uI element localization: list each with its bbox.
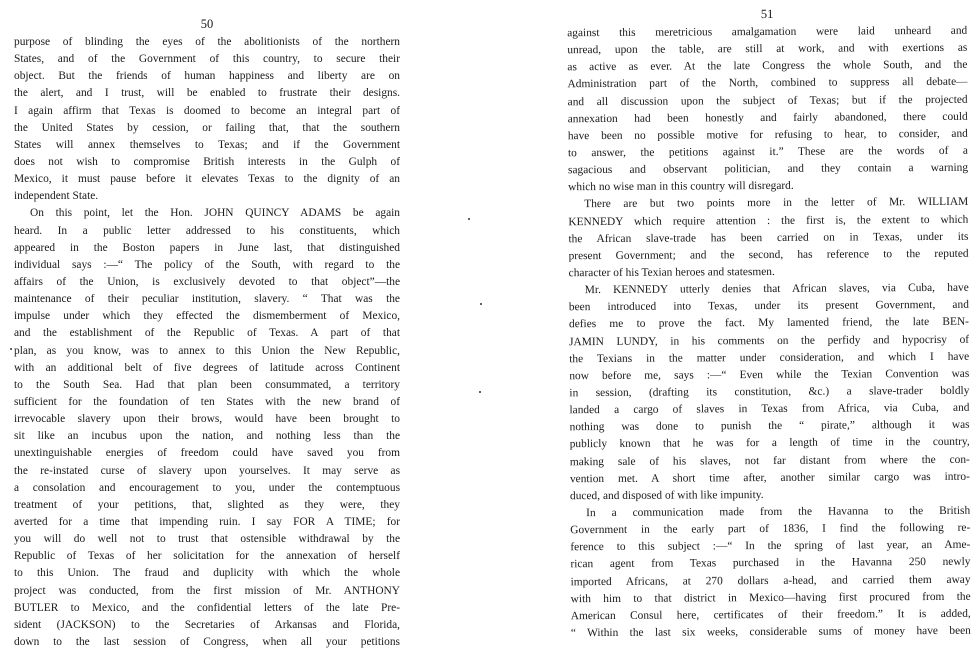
text-line: independent State. bbox=[14, 190, 99, 203]
text-line: treatment of your petitions, that, slighted as they were, they bbox=[14, 498, 400, 511]
text-line: the United States by cession, or failing that, that the southern bbox=[14, 121, 400, 134]
paper-speck bbox=[10, 348, 12, 350]
text-line: a consolation and encouragement to you, under the contemptuous bbox=[14, 481, 400, 494]
page-number-left: 50 bbox=[200, 17, 214, 31]
text-line: to the South Sea. Had that plan been consummated, a territory bbox=[14, 378, 400, 391]
text-line: publicly known that he was for a length of time in the country, bbox=[569, 436, 970, 451]
text-line: BUTLER to Mexico, and the confidential letters of the late Pre- bbox=[14, 601, 400, 614]
text-line: and the establishment of the Republic of Texas. A part of that bbox=[14, 327, 400, 340]
text-line: ference to this subject :—“ In the spring of last year, an Ame- bbox=[570, 538, 971, 554]
page-number-right: 51 bbox=[760, 6, 774, 22]
text-line: vention met. A short time after, another similar cargo was intro- bbox=[569, 470, 970, 485]
text-line: States, and of the Government of this country, to secure their bbox=[14, 53, 400, 66]
text-line: heard. In a public letter addressed to his constituents, which bbox=[14, 224, 400, 237]
text-line: Mr. KENNEDY utterly denies that African slaves, via Cuba, have bbox=[584, 281, 969, 297]
text-line: been introduced into Texas, under its present Government, and bbox=[568, 299, 969, 314]
text-line: sident (JACKSON) to the Secretaries of Arkansas and Florida, bbox=[14, 618, 400, 631]
text-line: sit like an incubus upon the nation, and nothing less than the bbox=[14, 430, 400, 443]
text-line: as active as ever. At the late Congress the whole South, and the bbox=[567, 59, 968, 74]
paper-speck bbox=[468, 218, 470, 220]
text-line: against this meretricious amalgamation were laid unheard and bbox=[567, 24, 968, 40]
text-line: purpose of blinding the eyes of the abolitionists of the northern bbox=[14, 36, 400, 48]
text-line: down to the last session of Congress, when all your petitions bbox=[14, 635, 400, 648]
text-line: project was conducted, from the first mission of Mr. ANTHONY bbox=[14, 584, 400, 597]
paper-speck bbox=[479, 391, 481, 393]
text-line: States will annex themselves to Texas; and if the Government bbox=[14, 138, 400, 151]
text-line: character of his Texian heroes and statesmen. bbox=[568, 265, 775, 280]
text-line: you will do well not to trust that ostensible withdrawal by the bbox=[14, 533, 400, 546]
text-line: nothing was done to punish the “ pirate,” although it was bbox=[569, 419, 970, 434]
text-line: duced, and disposed of with like impunity. bbox=[569, 488, 764, 503]
text-line: object. But the friends of human happiness and liberty are on bbox=[14, 70, 400, 83]
text-line: unextinguishable energies of freedom could have saved you from bbox=[14, 447, 400, 460]
text-line: affairs of the Union, is exclusively devoted to that object”—the bbox=[14, 275, 400, 288]
text-line: sufficient for the foundation of ten States with the new brand of bbox=[14, 395, 400, 408]
text-line: the alert, and I trust, will be enabled to frustrate their designs. bbox=[14, 87, 400, 100]
text-line: defies me to prove the fact. My lamented friend, the late BEN- bbox=[568, 316, 970, 331]
text-line: the Texians in the matter under consideration, and which I have bbox=[569, 350, 970, 365]
text-line: and all discussion upon the subject of Texas; but if the projected bbox=[567, 93, 968, 108]
text-line: individual says :—“ The policy of the South, with regard to the bbox=[14, 258, 400, 271]
text-line: “ Within the last six weeks, considerable sums of money have been bbox=[570, 624, 971, 640]
text-line: JAMIN LUNDY, in his comments on the perfidy and hypocrisy of bbox=[569, 333, 970, 348]
text-line: Mexico, it must pause before it elevates Texas to the dignity of an bbox=[14, 173, 400, 186]
text-line: with him to that district in Mexico—having first procured from the bbox=[570, 590, 971, 605]
text-line: the re-instated curse of slavery upon yourselves. It may serve as bbox=[14, 464, 400, 477]
text-line: plan, as you know, was to annex to this Union the New Republic, bbox=[14, 344, 400, 357]
right-page-text bbox=[567, 23, 971, 642]
text-line: impulse under which they effected the dismemberment of Mexico, bbox=[14, 310, 400, 323]
text-line: does not wish to compromise British interests in the Gulph of bbox=[14, 155, 400, 168]
text-line: On this point, let the Hon. JOHN QUINCY ADAMS be again bbox=[30, 207, 400, 220]
text-line: in session, (drafting its constitution, &c.) a slave-trader boldly bbox=[569, 384, 970, 400]
text-line: Government in the early part of 1836, I find the following re- bbox=[570, 521, 971, 537]
text-line: with an additional belt of five degrees of latitude across Continent bbox=[14, 361, 400, 374]
text-line: averted for a time that impending ruin. I say FOR A TIME; for bbox=[14, 515, 400, 528]
text-line: have been no possible motive for refusing to hear, to consider, and bbox=[567, 127, 968, 143]
text-line: Administration part of the North, combined to suppress all debate— bbox=[567, 76, 968, 91]
text-line: imported Africans, at 270 dollars a-head, and carried them away bbox=[570, 573, 971, 588]
text-line: sagacious and observant politician, and they contain a warning bbox=[568, 161, 969, 177]
text-line: unread, upon the table, are still at work, and with exertions as bbox=[567, 41, 968, 57]
text-line: now before me, says :—“ Even while the Texian Convention was bbox=[569, 367, 970, 383]
text-line: annexation had been honestly and fairly abandoned, there could bbox=[567, 110, 968, 125]
right-page bbox=[567, 0, 971, 642]
text-line: present Government; and the second, has reference to the reputed bbox=[568, 247, 969, 263]
text-line: American Consul here, certificates of their freedom.” It is added, bbox=[570, 607, 971, 622]
text-line: KENNEDY which require attention : the first is, the extent to which bbox=[568, 213, 969, 228]
text-line: to this Union. The fraud and duplicity with which the whole bbox=[14, 567, 400, 580]
text-line: appeared in the Boston papers in June last, that distinguished bbox=[14, 241, 400, 254]
left-page bbox=[14, 0, 400, 651]
text-line: In a communication made from the Havanna to the British bbox=[586, 504, 971, 520]
text-line: landed a cargo of slaves in Texas from Africa, via Cuba, and bbox=[569, 401, 970, 417]
text-line: I again affirm that Texas is doomed to become an integral part of bbox=[14, 104, 400, 117]
text-line: the African slave-trade has been carried on in Texas, under its bbox=[568, 230, 969, 245]
paper-speck bbox=[480, 303, 482, 305]
text-line: making sale of his slaves, not far distant from where the con- bbox=[569, 453, 970, 468]
text-line: which no wise man in this country will disregard. bbox=[568, 180, 794, 194]
text-line: irrevocable slavery upon their brows, would have been brought to bbox=[14, 413, 400, 426]
text-line: Republic of Texas of her solicitation for the annexation of herself bbox=[14, 550, 400, 563]
text-line: to answer, the petitions against it.” These are the words of a bbox=[567, 144, 968, 160]
left-page-text bbox=[14, 34, 400, 651]
text-line: rican agent from Texas purchased in the Havanna 250 newly bbox=[570, 556, 971, 571]
text-line: maintenance of their peculiar institution, slavery. “ That was the bbox=[14, 293, 400, 306]
text-line: There are but two points more in the letter of Mr. WILLIAM bbox=[584, 196, 969, 211]
